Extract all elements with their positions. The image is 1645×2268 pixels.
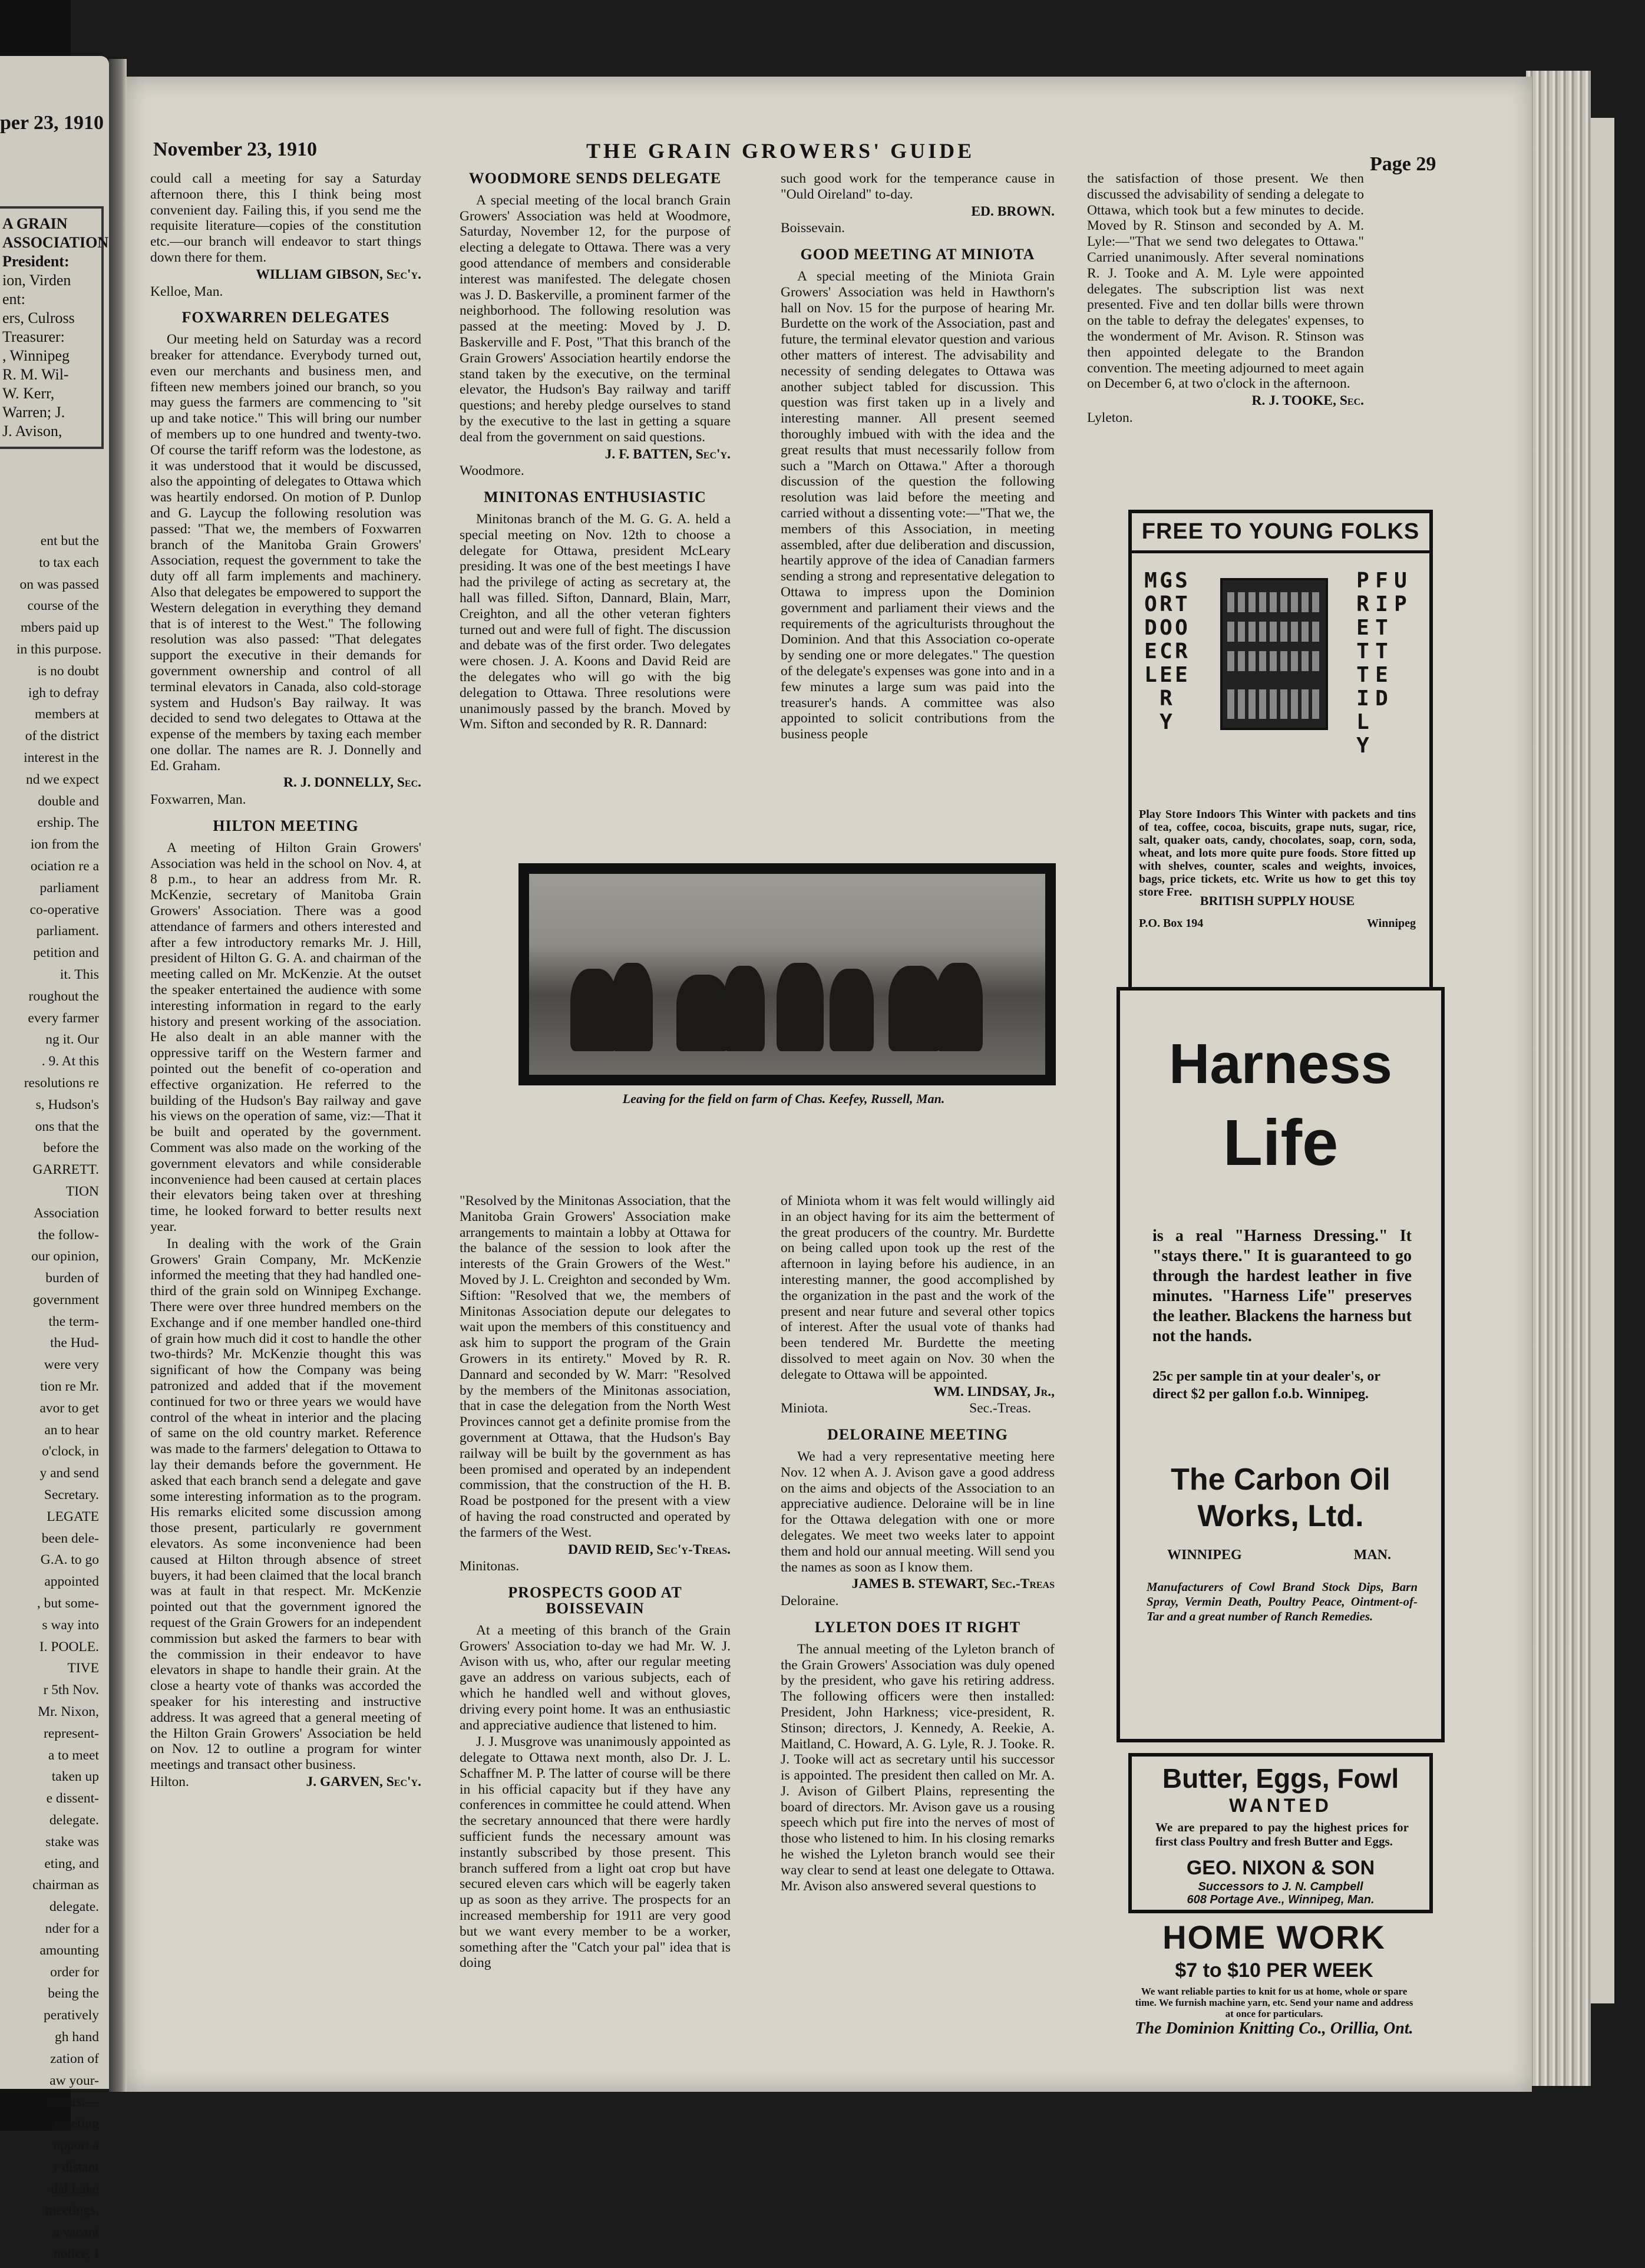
horse-silhouette — [936, 963, 983, 1051]
prev-text-line: an to hear — [44, 1422, 99, 1438]
prev-text-line: I. POOLE. — [39, 1639, 99, 1655]
minitonas-place: Minitonas. — [460, 1559, 520, 1574]
prev-text-line: roughout the — [28, 988, 99, 1004]
ad-butter-wanted: WANTED — [1229, 1795, 1332, 1816]
prev-text-line: meetings, — [45, 2203, 99, 2219]
prev-text-line: mbers paid up — [20, 620, 99, 636]
prev-text-line: Association — [34, 1205, 99, 1221]
ad-butter-company: GEO. NIXON & SON — [1186, 1857, 1375, 1879]
prev-text-line: zation of — [50, 2051, 99, 2066]
prev-page-officers-box — [0, 206, 109, 449]
lyleton-heading: LYLETON DOES IT RIGHT — [814, 1618, 1021, 1636]
miniota-signature: WM. LINDSAY, Jr., — [933, 1384, 1055, 1399]
prev-text-line: avor to get — [39, 1400, 99, 1416]
prev-box-line: ers, Culross — [2, 309, 75, 326]
toy-store-counter — [1227, 689, 1321, 719]
prev-text-line: dal Lake — [51, 2181, 99, 2197]
prev-text-line: to tax each — [39, 554, 99, 570]
deloraine-signature: JAMES B. STEWART, Sec.-Treas — [851, 1576, 1055, 1592]
prev-text-line: aw your- — [49, 2072, 99, 2088]
prev-text-line: stake was — [45, 1834, 99, 1850]
prev-text-line: petition and — [33, 945, 99, 961]
prev-text-line: TION — [65, 1183, 99, 1199]
ad-young-box: P.O. Box 194 — [1139, 917, 1204, 930]
page-edges — [1526, 71, 1591, 2086]
prev-text-line: interest in the — [24, 750, 99, 765]
ad-young-company: BRITISH SUPPLY HOUSE — [1200, 893, 1355, 908]
lyleton-signature: R. J. TOOKE, Sec. — [1251, 393, 1364, 409]
miniota-continued: of Miniota whom it was felt would willingly aid in an object having for its aim the betterment of the great producers of the country. Mr. Burdette on being called upon took up the rest of the afternoon in laying before his audience, in an interesting manner, the good accomplished by the organization in the past and the work of the present and near future and several other topics of interest. After the usual vote of thanks had been tendered Mr. Burdette the meeting dissolved to meet again on Nov. 30 when the delegate to Ottawa will be appointed. — [781, 1193, 1055, 1382]
newspaper-page — [127, 77, 1532, 2092]
horse-silhouette — [888, 966, 942, 1051]
prev-text-line: is no doubt — [37, 663, 99, 679]
foxwarren-place: Foxwarren, Man. — [150, 792, 246, 808]
ad-home-subtitle: $7 to $10 PER WEEK — [1175, 1959, 1373, 1982]
woodmore-body: A special meeting of the local branch Grain Growers' Association was held at Woodmore, Saturday, November 12, for the purpose of electing a delegate to Ottawa. There was a very good attendance of members and considerable interest was manifested. The delegate chosen was J. D. Baskerville, a prominent farmer of the neighborhood. The following resolution was passed at the meeting: Moved by J. D. Baskerville and F. Post, "That this branch of the Grain Growers' Association heartily endorse the stand taken by the executive, on the terminal elevator, the Hudson's Bay railway and tariff questions; and hereby pledge ourselves to stand by the executive to the last in getting a square deal from the government on said questions. — [460, 192, 731, 445]
prev-text-line: gh hand — [54, 2029, 99, 2045]
header-page-number: Page 29 — [1370, 153, 1436, 175]
prev-text-line: delegate. — [49, 1899, 99, 1915]
prev-page-date: per 23, 1910 — [0, 112, 104, 134]
prev-text-line: parliament. — [36, 923, 99, 939]
prev-text-line: been dele- — [41, 1530, 99, 1546]
prev-text-line: parliament — [39, 880, 99, 896]
column-3-top — [781, 171, 1055, 744]
prev-text-line: being the — [48, 1986, 99, 2002]
prev-text-line: the follow- — [38, 1227, 99, 1243]
minitonas-signature: DAVID REID, Sec'y-Treas. — [568, 1541, 731, 1557]
prev-text-line: r distant — [54, 2159, 99, 2175]
prev-text-line: government — [32, 1292, 99, 1308]
prev-text-line: ent but the — [40, 533, 99, 549]
prev-text-line: our opinion, — [31, 1249, 99, 1265]
miniota-heading: GOOD MEETING AT MINIOTA — [800, 246, 1035, 263]
horse-silhouette — [777, 963, 824, 1051]
prev-text-line: om us:— — [48, 2094, 99, 2110]
prev-text-line: peratively — [44, 2008, 99, 2023]
deloraine-body: We had a very representative meeting here Nov. 12 when A. J. Avison gave a good address on the aims and objects of the Association to an appreciative audience. Deloraine will be in line for the Ottawa delegation with one or more delegates. We meet two weeks later to appoint them and hold our annual meeting. Will send you the names as soon as I know them. — [781, 1448, 1055, 1575]
prev-text-line: s, Hudson's — [35, 1097, 99, 1112]
toy-store-shelf — [1227, 622, 1321, 642]
column-2-top — [460, 171, 731, 734]
minitonas-body: Minitonas branch of the M. G. G. A. held a special meeting on Nov. 12th to choose a delegate for Ottawa, president McLeary presiding. It was one of the best meetings I have had the privilege of acting as secretary at, the hall was filled. Sifton, Dannard, Blain, Marr, Creighton, and all the other veteran fighters turned out and were full of fight. The discussion and debate was of the first order. Two delegates were chosen. J. A. Koons and David Reid are the delegates who will go with the big delegation to Ottawa. Three resolutions were unanimously passed by the branch. Moved by Wm. Sifton and seconded by R. R. Dannard: — [460, 511, 731, 732]
prev-text-line: course of the — [27, 598, 99, 614]
prev-text-line: r 5th Nov. — [43, 1682, 99, 1698]
prev-text-line: LEGATE — [47, 1508, 99, 1524]
kelloe-signature: WILLIAM GIBSON, Sec'y. — [256, 266, 421, 282]
horse-silhouette — [570, 969, 617, 1051]
hilton-heading: HILTON MEETING — [213, 817, 359, 835]
prev-text-line: nder for a — [45, 1921, 99, 1936]
kelloe-place: Kelloe, Man. — [150, 283, 223, 299]
prev-text-line: upport a — [53, 2137, 99, 2153]
prev-text-line: were very — [44, 1357, 99, 1373]
prev-text-line: a to meet — [48, 1747, 99, 1763]
prev-text-line: every farmer — [28, 1010, 99, 1026]
prev-text-line: resolutions re — [24, 1075, 99, 1091]
boissevain-heading: PROSPECTS GOOD AT BOISSEVAIN — [508, 1584, 682, 1617]
ad-harness-life — [1117, 987, 1445, 1742]
prev-page-text — [0, 533, 102, 2268]
prev-box-line: J. Avison, — [2, 422, 62, 440]
toy-store-shelf — [1227, 592, 1321, 612]
ad-young-city: Winnipeg — [1367, 917, 1416, 930]
prev-text-line: ociation re a — [30, 858, 99, 874]
ad-harness-province: MAN. — [1353, 1547, 1391, 1563]
boissevain-body: At a meeting of this branch of the Grain Growers' Association to-day we had Mr. W. J. Avison with us, who, after our regular meeting gave an address on various subjects, each of which he handled well and without gloves, driving every point home. It was an enthusiastic and appreciative audience that listened to him. — [460, 1622, 731, 1733]
prev-text-line: meeting — [54, 2116, 99, 2132]
previous-page — [0, 56, 109, 2262]
minitonas-heading: MINITONAS ENTHUSIASTIC — [484, 488, 706, 506]
ad-free-to-young-folks — [1128, 510, 1433, 994]
foxwarren-body: Our meeting held on Saturday was a record breaker for attendance. Everybody turned out, even our merchants and business men, and fifteen new members joined our branch, so you may guess the farmers are commencing to "sit up and take notice." This will bring our number of members up to one hundred and twenty-two. Of course the tariff reform was the lodestone, as it was understood that it would be discussed, also the appointing of delegates to Ottawa which was heartily endorsed. On motion of P. Dunlop and G. Laycup the following resolution was passed: "That we, the members of Foxwarren branch of the Manitoba Grain Growers' Association, request the government to take the duty off all farm implements and machinery. Also that delegates be empowered to support the Western delegation in everything they demand that is of interest to the West." The following resolution was also passed: "That delegates support the executive in their demands for government ownership and control of all terminal elevators in Canada, also cold-storage system and Hudson's Bay railway. It was decided to send two delegates to Ottawa at the expense of the members by taxing each member one dollar. The names are R. J. Donnelly and Ed. Graham. — [150, 332, 421, 774]
prev-text-line: ng it. Our — [45, 1032, 99, 1048]
prev-text-line: o'clock, in — [42, 1444, 99, 1460]
prev-text-line: order for — [50, 1964, 99, 1980]
ad-butter-title: Butter, Eggs, Fowl — [1162, 1763, 1399, 1794]
prev-text-line: y and send — [39, 1465, 99, 1481]
ad-harness-title-2: Life — [1223, 1107, 1339, 1179]
ad-young-address — [1139, 917, 1416, 930]
prev-box-line: Warren; J. — [2, 404, 65, 421]
prev-box-line: ent: — [2, 290, 25, 308]
ad-butter-successors: Successors to J. N. Campbell — [1198, 1880, 1363, 1893]
ad-young-word-prettily: PRETTILY — [1356, 569, 1369, 758]
horse-silhouette — [612, 963, 653, 1051]
prev-text-line: the term- — [48, 1313, 99, 1329]
ad-young-word-up: UP — [1394, 569, 1407, 616]
ad-butter-body: We are prepared to pay the highest prices for first class Poultry and fresh Butter and Eggs. — [1155, 1820, 1409, 1848]
column-2-bottom — [460, 1193, 731, 1972]
horses-photo — [529, 874, 1045, 1075]
prev-text-line: taken up — [51, 1769, 99, 1785]
prev-text-line: ons that the — [35, 1118, 99, 1134]
prev-text-line: it. This — [60, 966, 99, 982]
prev-text-line: a vacant — [53, 2224, 99, 2240]
prev-text-line: igh to defray — [28, 685, 99, 701]
hilton-body: A meeting of Hilton Grain Growers' Association was held in the school on Nov. 4, at 8 p.m., to hear an address from Mr. R. McKenzie, secretary of Manitoba Grain Growers' Association. There was a good attendance of farmers and others interested and after a few introductory remarks Mr. J. Hill, president of Hilton G. G. A. and chairman of the meeting called on Mr. McKenzie. At the outset the speaker entertained the audience with some interesting information in regard to the early history and present working of the association. He also dealt in an able manner with the oppressive tariff on the Western farmer and pointed out the benefit of co-operation and effective organization. He referred to the building of the Hudson's Bay railway and gave his views on the operation of same, viz:—That it be built and operated by the government. Comment was also made on the working of the government elevators and while considerable inconvenience had been caused at certain places their elevators being taken over at threshing time, he looked forward to better results next year. — [150, 840, 421, 1234]
prev-text-line: . 9. At this — [41, 1054, 99, 1069]
horse-silhouette — [676, 975, 729, 1051]
ad-home-company: The Dominion Knitting Co., Orillia, Ont. — [1135, 2019, 1413, 2038]
prev-text-line: GARRETT. — [32, 1162, 99, 1178]
boissevain-signature: ED. BROWN. — [971, 203, 1055, 219]
hilton-place: Hilton. — [150, 1774, 189, 1790]
prev-text-line: burden of — [45, 1270, 99, 1286]
prev-text-line: chairman as — [32, 1877, 99, 1893]
miniota-role: Sec.-Treas. — [969, 1401, 1031, 1417]
miniota-place: Miniota. — [781, 1401, 828, 1417]
column-4-top — [1087, 171, 1364, 427]
boissevain-ending: such good work for the temperance cause in "Ould Oireland" to-day. — [781, 171, 1055, 202]
prev-text-line: double and — [38, 793, 99, 809]
ad-butter-address: 608 Portage Ave., Winnipeg, Man. — [1187, 1893, 1375, 1906]
prev-text-line: , but some- — [37, 1596, 99, 1612]
prev-text-line: ion from the — [30, 837, 99, 853]
prev-text-line: the Hud- — [50, 1335, 99, 1351]
lyleton-body: The annual meeting of the Lyleton branch of the Grain Growers' Association was duly opened by the president, who gave his retiring address. The following officers were then installed: President, John Harkness; vice-president, R. Stinson; directors, J. Kennedy, A. Reekie, A. Maitland, C. Howard, A. G. Lyle, R. J. Tooke. R. J. Tooke will act as secretary until his successor is appointed. The president then called on Mr. A. J. Avison of Gilbert Plains, representing the board of directors. Mr. Avison gave us a rousing speech which put fire into the nerves of most of those who listened to him. In his closing remarks he wished the Lyleton branch would see their way clear to send at least one delegate to Ottawa. Mr. Avison also answered several questions to — [781, 1641, 1055, 1894]
ad-young-word-model: MODEL — [1144, 569, 1157, 687]
prev-text-line: tion re Mr. — [40, 1379, 99, 1395]
toy-store-illustration — [1220, 578, 1328, 730]
ad-young-word-grocery: GROCERY — [1160, 569, 1172, 734]
boissevain-body-2: J. J. Musgrove was unanimously appointed as delegate to Ottawa next month, also Dr. J. L. Schaffner M. P. The latter of course will be there in his official capacity but if they have any conferences in committee he could attend. When the secretary announced that there were hardly sufficient funds the necessary amount was instantly subscribed by those present. This branch suffered from a light oat crop but have secured eleven cars which will be eagerly taken up as soon as they arrive. The prospects for an increased membership for 1911 are very good but we want every member to be a worker, something after the "Catch your pal" idea that is doing — [460, 1734, 731, 1971]
column-1 — [150, 171, 421, 1790]
foxwarren-heading: FOXWARREN DELEGATES — [181, 309, 390, 326]
kelloe-letter: could call a meeting for say a Saturday afternoon there, this I think being most convenient day. Failing this, if you send me the requisite literature—copies of the constitution etc.—our branch will endeavor to start things down there for them. — [150, 171, 421, 265]
prev-text-line: Secretary. — [44, 1487, 99, 1503]
prev-box-line: , Winnipeg — [2, 347, 70, 364]
prev-text-line: TIVE — [67, 1660, 99, 1676]
foxwarren-signature: R. J. DONNELLY, Sec. — [283, 775, 421, 791]
prev-text-line: in this purpose. — [16, 641, 102, 657]
prev-text-line: s way into — [42, 1617, 99, 1633]
prev-text-line: amounting — [39, 1942, 99, 1958]
prev-text-line: on was passed — [19, 576, 99, 592]
woodmore-place: Woodmore. — [460, 463, 524, 479]
prev-text-line: delegate. — [49, 1813, 99, 1828]
toy-store-shelf — [1227, 651, 1321, 671]
book-gutter — [109, 59, 127, 2092]
ad-home-body: We want reliable parties to knit for us at home, whole or spare time. We furnish machine yarn, etc. Send your name and address at once for particulars. — [1135, 1986, 1413, 2019]
ad-young-title: FREE TO YOUNG FOLKS — [1132, 513, 1429, 553]
prev-box-line: President: — [2, 253, 70, 270]
ad-home-title: HOME WORK — [1162, 1919, 1386, 1956]
ad-harness-company-2: Works, Ltd. — [1197, 1499, 1364, 1533]
header-date: November 23, 1910 — [153, 138, 317, 160]
ad-harness-manufacturers: Manufacturers of Cowl Brand Stock Dips, Barn Spray, Vermin Death, Poultry Peace, Ointment-of-Tar and a great number of Ranch Remedies. — [1147, 1580, 1418, 1623]
photo-caption: Leaving for the field on farm of Chas. Keefey, Russell, Man. — [622, 1091, 945, 1106]
prev-box-line: A GRAIN — [2, 215, 68, 232]
ad-harness-price: 25c per sample tin at your dealer's, or direct $2 per gallon f.o.b. Winnipeg. — [1152, 1369, 1380, 1402]
prev-text-line: G.A. to go — [40, 1552, 99, 1568]
deloraine-heading: DELORAINE MEETING — [827, 1426, 1008, 1444]
prev-text-line: before the — [43, 1140, 99, 1156]
prev-text-line: represent- — [44, 1725, 99, 1741]
ad-harness-title-1: Harness — [1169, 1032, 1392, 1095]
prev-box-line: W. Kerr, — [2, 385, 55, 402]
prev-box-line: ion, Virden — [2, 272, 71, 289]
boissevain-place: Boissevain. — [781, 220, 845, 236]
column-3-bottom — [781, 1193, 1055, 1895]
prev-box-line: ASSOCIATION — [2, 234, 109, 251]
ad-young-word-fitted: FITTED — [1375, 569, 1388, 711]
ad-young-word-store: STORE — [1175, 569, 1188, 687]
prev-text-line: co-operative — [29, 902, 99, 917]
ad-harness-company-1: The Carbon Oil — [1171, 1463, 1390, 1497]
photo-frame — [518, 863, 1056, 1085]
prev-text-line: appointed — [44, 1574, 99, 1590]
ad-harness-city: WINNIPEG — [1167, 1547, 1242, 1563]
ad-harness-location — [1167, 1547, 1391, 1563]
ad-home-work — [1114, 1918, 1435, 2042]
lyleton-continued: the satisfaction of those present. We then discussed the advisability of sending a delegate to Ottawa, which took but a few minutes to decide. Moved by R. Stinson and seconded by A. M. Lyle:—"That we send two delegates to Ottawa." Carried unanimously. After several nominations R. J. Tooke and A. M. Lyle were appointed delegates. The subscription list was next presented. Five and ten dollar bills were thrown on the table to defray the delegates' expenses, to the wonderment of Mr. Avison. R. Stinson was then appointed delegate to the Brandon convention. The meeting adjourned to meet again on December 6, at two o'clock in the afternoon. — [1087, 171, 1364, 392]
prev-box-line: Treasurer: — [2, 328, 65, 345]
ad-young-body: Play Store Indoors This Winter with packets and tins of tea, coffee, cocoa, biscuits, grape nuts, sugar, rice, salt, quaker oats, candy, chocolates, soap, corn, soda, wheat, and lots more quite pure foods. Store fitted up with shelves, counter, scales and weights, invoices, bags, price tickets, etc. Write us how to get this toy store Free. — [1139, 808, 1416, 899]
header-title: THE GRAIN GROWERS' GUIDE — [586, 139, 975, 163]
miniota-body: A special meeting of the Miniota Grain Growers' Association was held in Hawthorn's hall on Nov. 15 for the purpose of hearing Mr. Burdette on the work of the Association, past and future, the terminal elevator question and various other matters of interest. The advisability and necessity of sending delegates to Ottawa was another subject tabled for discussion. This question was first taken up in a lively and interesting manner. All present seemed thoroughly imbued with with the idea and the great results that must necessarily follow from such a "March on Ottawa." After a thorough discussion of the question the following resolution was laid before the meeting and carried without a dissenting vote:—"That we, the members of this Association, in meeting assembled, after due deliberation and discussion, heartily approve of the idea of Canadian farmers sending a strong and representative delegation to Ottawa to impress upon the Dominion government and parliament their views and the requirements of the agriculturists throughout the Dominion. And that this Association co-operate by sending one or more delegates." The question of the delegate's expenses was gone into and in a few minutes a large sum was paid into the treasurer's hands. A committee was also appointed to solicit contributions from the business people — [781, 268, 1055, 742]
deloraine-place: Deloraine. — [781, 1593, 839, 1609]
hilton-signature: J. GARVEN, Sec'y. — [306, 1774, 421, 1790]
woodmore-signature: J. F. BATTEN, Sec'y. — [605, 446, 731, 462]
horse-silhouette — [724, 966, 765, 1051]
page-edges-outer — [1591, 118, 1614, 2003]
prev-text-line: Mr. Nixon, — [38, 1704, 99, 1720]
hilton-body-2: In dealing with the work of the Grain Growers' Grain Company, Mr. McKenzie informed the meeting that they had handled one-third of the grain sold on Winnipeg Exchange. There were over three hundred members on the Exchange and if one member handled one-third of grain how much did it cost to handle the other two-thirds? Mr. McKenzie thought this was significant of how the Company was being patronized and added that if the movement continued for two or three years we would have control of the wheat in interior and the placing of same on the old country market. Reference was made to the farmers' delegation to Ottawa to lay their demands before the government. He asked that each branch send a delegate and gave some interesting information as to the program. His remarks elicited some discussion among those present, particularly re government elevators. As some inconvenience had been caused at Hilton through absence of street buyers, it had been claimed that the local branch was at fault in that respect. Mr. McKenzie pointed out that the government ignored the request of the Grain Growers for an independent commission but asked the farmers to bear with the commission in their endeavor to have elevators in shape to handle their grain. At the close a hearty vote of thanks was accorded the speaker for his interesting and instructive address. It was agreed that a general meeting of the Hilton Grain Growers' Association be held on Nov. 12 to outline a program for winter meetings and transact other business. — [150, 1236, 421, 1773]
prev-text-line: nd we expect — [26, 771, 99, 787]
prev-text-line: ership. The — [37, 815, 99, 831]
ad-harness-body: is a real "Harness Dressing." It "stays there." It is guaranteed to go through the hardest leather in five minutes. "Harness Life" preserves the leather. Blackens the harness but not the hands. — [1152, 1227, 1412, 1345]
prev-text-line: of the district — [25, 728, 99, 744]
prev-text-line: eting, and — [44, 1856, 99, 1871]
prev-box-line: R. M. Wil- — [2, 366, 69, 383]
horse-silhouette — [830, 969, 874, 1051]
prev-text-line: members at — [35, 707, 99, 722]
prev-text-line: e dissent- — [46, 1791, 99, 1807]
woodmore-heading: WOODMORE SENDS DELEGATE — [468, 170, 722, 187]
lyleton-place: Lyleton. — [1087, 410, 1133, 425]
minitonas-resolutions: "Resolved by the Minitonas Association, that the Manitoba Grain Growers' Association make arrangements to maintain a lobby at Ottawa for the balance of the session to look after the interests of the Grain Growers of the West." Moved by J. L. Creighton and seconded by Wm. Siftion: "Resolved that we, the members of Minitonas Association depute our delegates to wait upon the members of this constituency and ask him to support the program of the Grain Growers in its entirety." Moved by R. R. Dannard and seconded by W. Marr: "Resolved by the members of the Minitonas association, that in case the delegation from the North West Provinces cannot get a definite promise from the government at Ottawa, that the Hudson's Bay railway will be built by the government as has been promised and operated by an independent commission, that the construction of the H. B. Road be postponed for the present with a view of having the road constructed and operated by the farmers of the West. — [460, 1193, 731, 1540]
prev-text-line: notice, I — [54, 2246, 99, 2262]
ad-butter-eggs-fowl — [1128, 1753, 1433, 1913]
